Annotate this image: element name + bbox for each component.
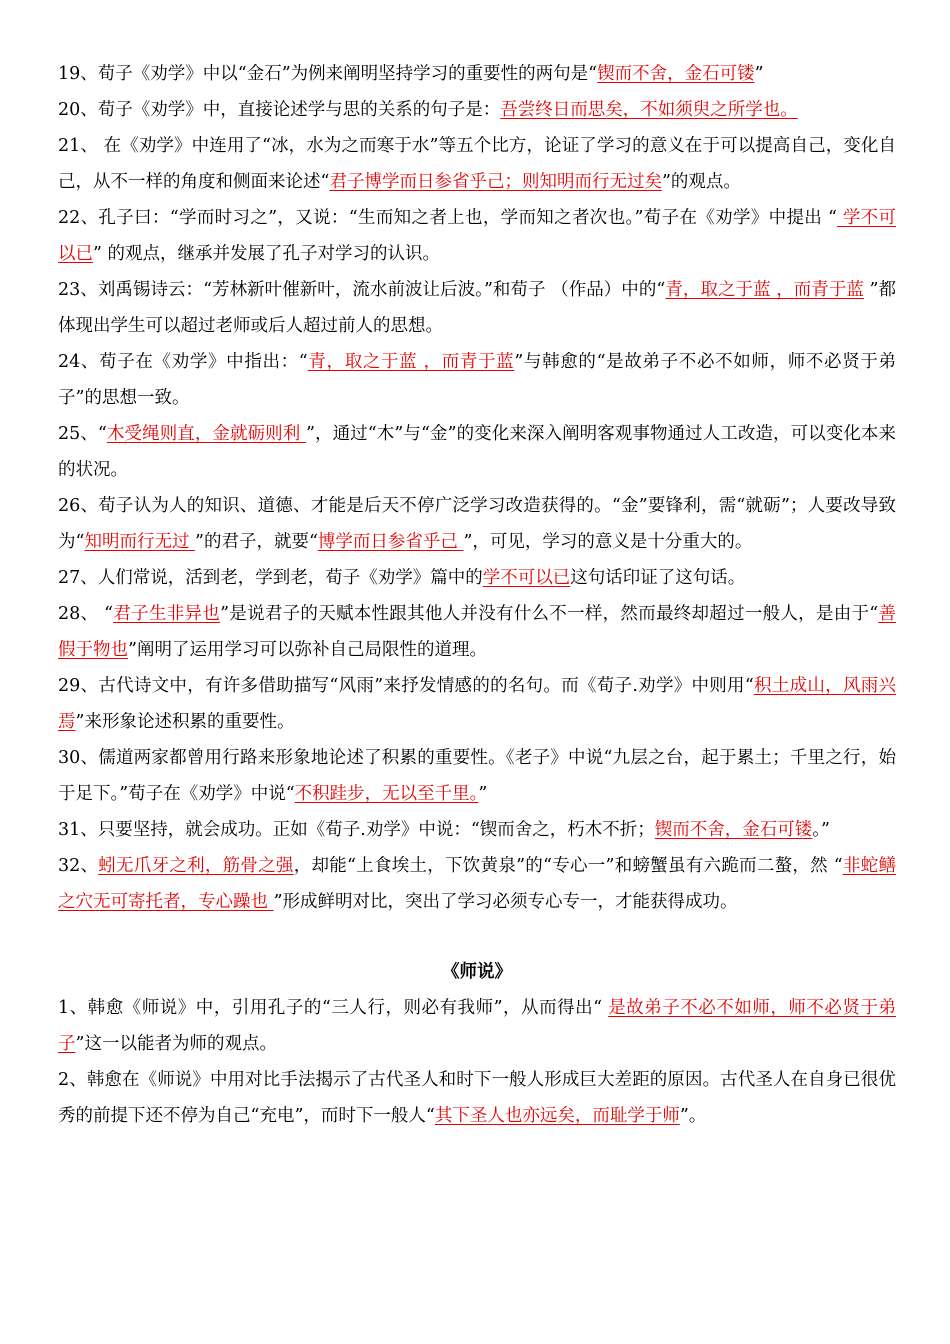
question-text: ”来形象论述积累的重要性。 — [75, 712, 295, 732]
answer-text: 锲而不舍，金石可镂 — [597, 64, 755, 84]
question-text: ” — [478, 784, 488, 804]
question-text: 2、韩愈在《师说》中用对比手法揭示了古代圣人和时下一般人形成巨大差距的原因。古代圣人在自身已很优秀的前提下还不停为自己“充电”，而时下一般人“ — [58, 1070, 896, 1126]
question-item — [58, 1062, 896, 1134]
question-item — [58, 272, 896, 344]
answer-text: 学不可以已 — [482, 568, 571, 588]
question-text: 24、荀子在《劝学》中指出：“ — [58, 352, 308, 372]
question-text: 27、人们常说，活到老，学到老，荀子《劝学》篇中的 — [58, 568, 483, 588]
question-text: 23、刘禹锡诗云：“芳林新叶催新叶，流水前波让后波。”和荀子 （作品）中的“ — [58, 280, 666, 300]
quiz-list-quanxue — [58, 56, 896, 920]
answer-text: 君子博学而日参省乎己；则知明而行无过矣 — [329, 172, 662, 192]
question-text: 28、 “ — [58, 604, 114, 624]
section-title-shishuo: 《师说》 — [442, 962, 512, 982]
question-item — [58, 848, 896, 920]
question-text: 31、只要坚持，就会成功。正如《荀子.劝学》中说：“锲而舍之，朽木不折； — [58, 820, 655, 840]
question-text: 22、孔子曰：“学而时习之”，又说：“生而知之者上也，学而知之者次也。”荀子在《劝学》中提出 “ — [58, 208, 837, 228]
answer-text: 木受绳则直，金就砺则利 — [106, 424, 306, 444]
question-text: ”的观点。 — [661, 172, 741, 192]
question-item — [58, 990, 896, 1062]
question-text: ，却能“上食埃土，下饮黄泉”的“专心一”和螃蟹虽有六跪而二螯，然 “ — [293, 856, 843, 876]
answer-text: 青，取之于蓝 ，而青于蓝 — [665, 280, 864, 300]
question-text: ”都体现出学生可以超过老师或后人超过前人的思想。 — [58, 280, 897, 336]
quiz-list-shishuo — [58, 990, 896, 1134]
answer-text: 博学而日参省乎己 — [317, 532, 464, 552]
question-text: ”，可见，学习的意义是十分重大的。 — [463, 532, 753, 552]
question-text: 32、 — [58, 856, 99, 876]
question-text: 1、韩愈《师说》中，引用孔子的“三人行，则必有我师”，从而得出“ — [58, 998, 609, 1018]
question-text: ” 的观点，继承并发展了孔子对学习的认识。 — [93, 244, 441, 264]
question-text: ”，通过“木”与“金”的变化来深入阐明客观事物通过人工改造，可以变化本来的状况。 — [58, 424, 897, 480]
question-item — [58, 128, 896, 200]
answer-text: 是故弟子不必不如师，师不必贤于弟子 — [58, 998, 896, 1054]
question-text: ”阐明了运用学习可以弥补自己局限性的道理。 — [128, 640, 487, 660]
question-item — [58, 416, 896, 488]
question-text: 19、荀子《劝学》中以“金石”为例来阐明坚持学习的重要性的两句是“ — [58, 64, 598, 84]
answer-text: 不积跬步，无以至千里。 — [294, 784, 479, 804]
question-item — [58, 92, 896, 128]
answer-text: 其下圣人也亦远矣，而耻学于师 — [434, 1106, 680, 1126]
question-text: ”是说君子的天赋本性跟其他人并没有什么不一样，然而最终却超过一般人，是由于“ — [220, 604, 879, 624]
question-text: ”这一以能者为师的观点。 — [75, 1034, 277, 1054]
document-page — [58, 56, 896, 1134]
answer-text: 善假于物也 — [58, 604, 897, 660]
question-item — [58, 596, 896, 668]
question-item — [58, 488, 896, 560]
question-text: 29、古代诗文中，有许多借助描写“风雨”来抒发情感的的名句。而《荀子.劝学》中则用“ — [58, 676, 754, 696]
question-item — [58, 344, 896, 416]
question-text: ”。 — [679, 1106, 707, 1126]
answer-text: 非蛇鳝之穴无可寄托者，专心躁也 — [58, 856, 896, 912]
question-text: 25、“ — [58, 424, 107, 444]
answer-text: 锲而不舍，金石可镂 — [654, 820, 813, 840]
answer-text: 蚓无爪牙之利，筋骨之强 — [98, 856, 294, 876]
question-text: 21、 在《劝学》中连用了“冰，水为之而寒于水”等五个比方，论证了学习的意义在于可以提高自己，变化自己，从不一样的角度和侧面来论述“ — [58, 136, 896, 192]
question-item — [58, 200, 896, 272]
question-text: ”与韩愈的“是故弟子不必不如师，师不必贤于弟子”的思想一致。 — [58, 352, 897, 408]
question-text: 20、荀子《劝学》中，直接论述学与思的关系的句子是： — [58, 100, 501, 120]
answer-text: 君子生非异也 — [113, 604, 221, 624]
question-item — [58, 812, 896, 848]
question-text: ”形成鲜明对比，突出了学习必须专心专一，才能获得成功。 — [273, 892, 738, 912]
answer-text: 积土成山，风雨兴焉 — [58, 676, 897, 732]
question-item — [58, 560, 896, 596]
question-text: 30、儒道两家都曾用行路来形象地论述了积累的重要性。《老子》中说“九层之台，起于累土；千里之行，始于足下。”荀子在《劝学》中说“ — [58, 748, 896, 804]
answer-text: 青，取之于蓝 ，而青于蓝 — [307, 352, 515, 372]
answer-text: 学不可以已 — [58, 208, 896, 264]
question-text: 26、荀子认为人的知识、道德、才能是后天不停广泛学习改造获得的。“金”要锋利，需“就砺”；人要改导致为“ — [58, 496, 896, 552]
question-text: ” — [754, 64, 764, 84]
question-text: 这句话印证了这句话。 — [570, 568, 746, 588]
question-item — [58, 740, 896, 812]
question-text: 。” — [812, 820, 830, 840]
question-item — [58, 668, 896, 740]
question-item — [58, 56, 896, 92]
answer-text: 吾尝终日而思矣，不如须臾之所学也。 — [500, 100, 798, 120]
answer-text: 知明而行无过 — [84, 532, 196, 552]
question-text: ”的君子，就要“ — [195, 532, 318, 552]
